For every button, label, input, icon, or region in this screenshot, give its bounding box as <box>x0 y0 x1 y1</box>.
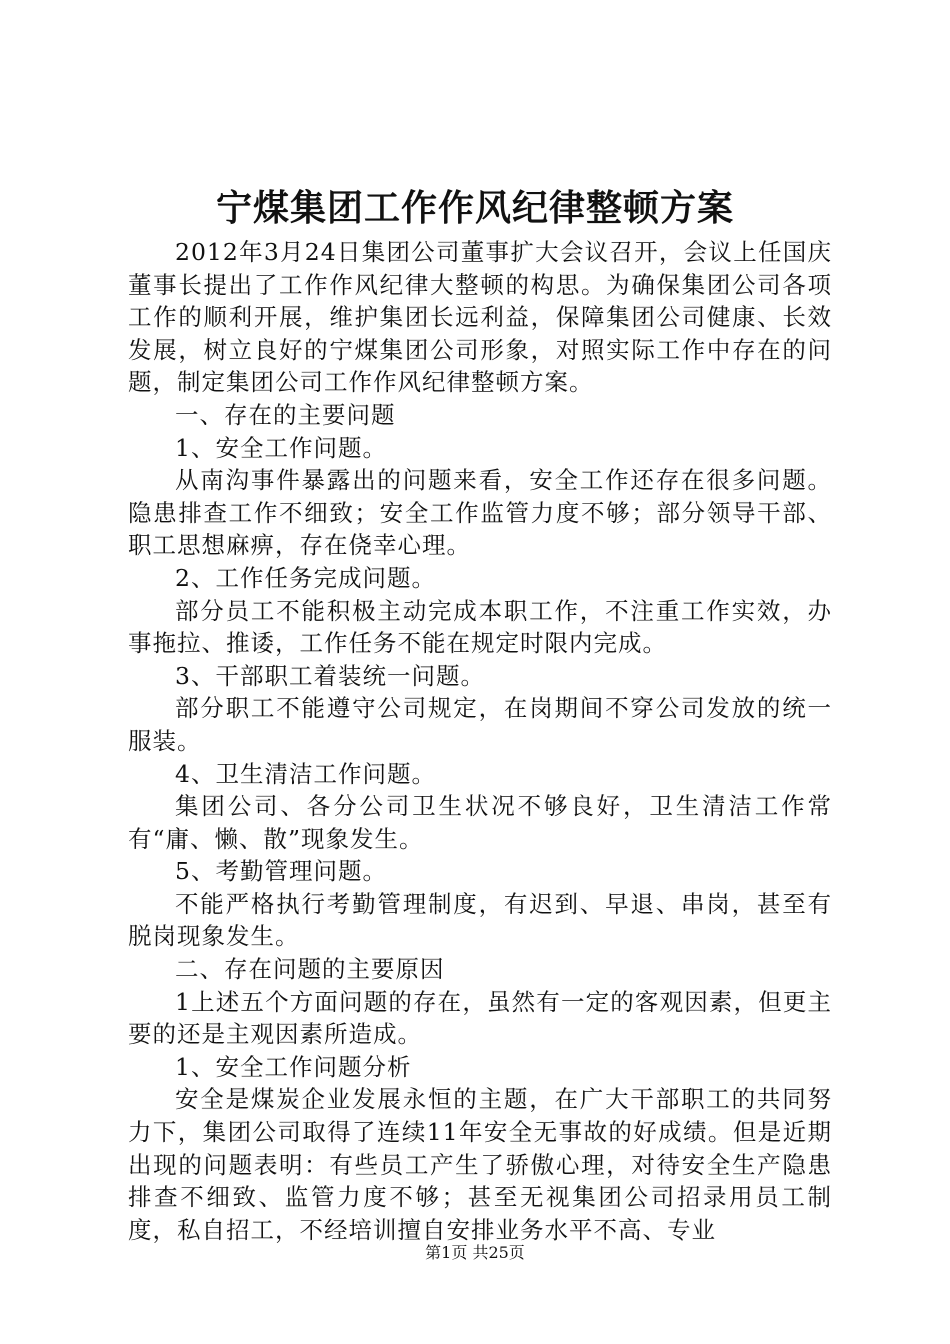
subsection-heading: 3、干部职工着装统一问题。 <box>175 661 485 690</box>
paragraph: 1上述五个方面问题的存在，虽然有一定的客观因素，但更主要的还是主观因素所造成。 <box>128 987 832 1049</box>
subsection-heading: 1、安全工作问题分析 <box>175 1052 412 1081</box>
paragraph: 集团公司、各分公司卫生状况不够良好，卫生清洁工作常有“庸、懒、散”现象发生。 <box>128 792 832 853</box>
section-heading: 一、存在的主要问题 <box>175 400 396 429</box>
subsection-heading: 2、工作任务完成问题。 <box>175 563 436 592</box>
paragraph: 部分职工不能遵守公司规定，在岗期间不穿公司发放的统一服装。 <box>128 694 832 755</box>
section-heading: 二、存在问题的主要原因 <box>175 955 445 984</box>
paragraph: 部分员工不能积极主动完成本职工作，不注重工作实效，办事拖拉、推诿，工作任务不能在规定时限内完成。 <box>128 596 832 658</box>
paragraph: 不能严格执行考勤管理制度，有迟到、早退、串岗，甚至有脱岗现象发生。 <box>128 889 832 951</box>
paragraph: 2012年3月24日集团公司董事扩大会议召开，会议上任国庆董事长提出了工作作风纪律大整顿的构思。为确保集团公司各项工作的顺利开展，维护集团长远利益，保障集团公司健康、长效发展，树立良好的宁煤集团公司形象，对照实际工作中存在的问题，制定集团公司工作作风纪律整顿方案。 <box>128 238 832 397</box>
paragraph: 从南沟事件暴露出的问题来看，安全工作还存在很多问题。隐患排查工作不细致；安全工作监管力度不够；部分领导干部、职工思想麻痹，存在侥幸心理。 <box>128 466 832 560</box>
paragraph: 安全是煤炭企业发展永恒的主题，在广大干部职工的共同努力下，集团公司取得了连续11年安全无事故的好成绩。但是近期出现的问题表明：有些员工产生了骄傲心理，对待安全生产隐患排查不细致、监管力度不够；甚至无视集团公司招录用员工制度，私自招工，不经培训擅自安排业务水平不高、专业 <box>128 1085 832 1244</box>
page-number-footer: 第1页 共25页 <box>425 1243 525 1262</box>
subsection-heading: 1、安全工作问题。 <box>175 433 387 462</box>
document-body <box>128 236 832 1246</box>
subsection-heading: 5、考勤管理问题。 <box>175 857 387 886</box>
document-title: 宁煤集团工作作风纪律整顿方案 <box>215 187 734 229</box>
subsection-heading: 4、卫生清洁工作问题。 <box>175 759 436 788</box>
